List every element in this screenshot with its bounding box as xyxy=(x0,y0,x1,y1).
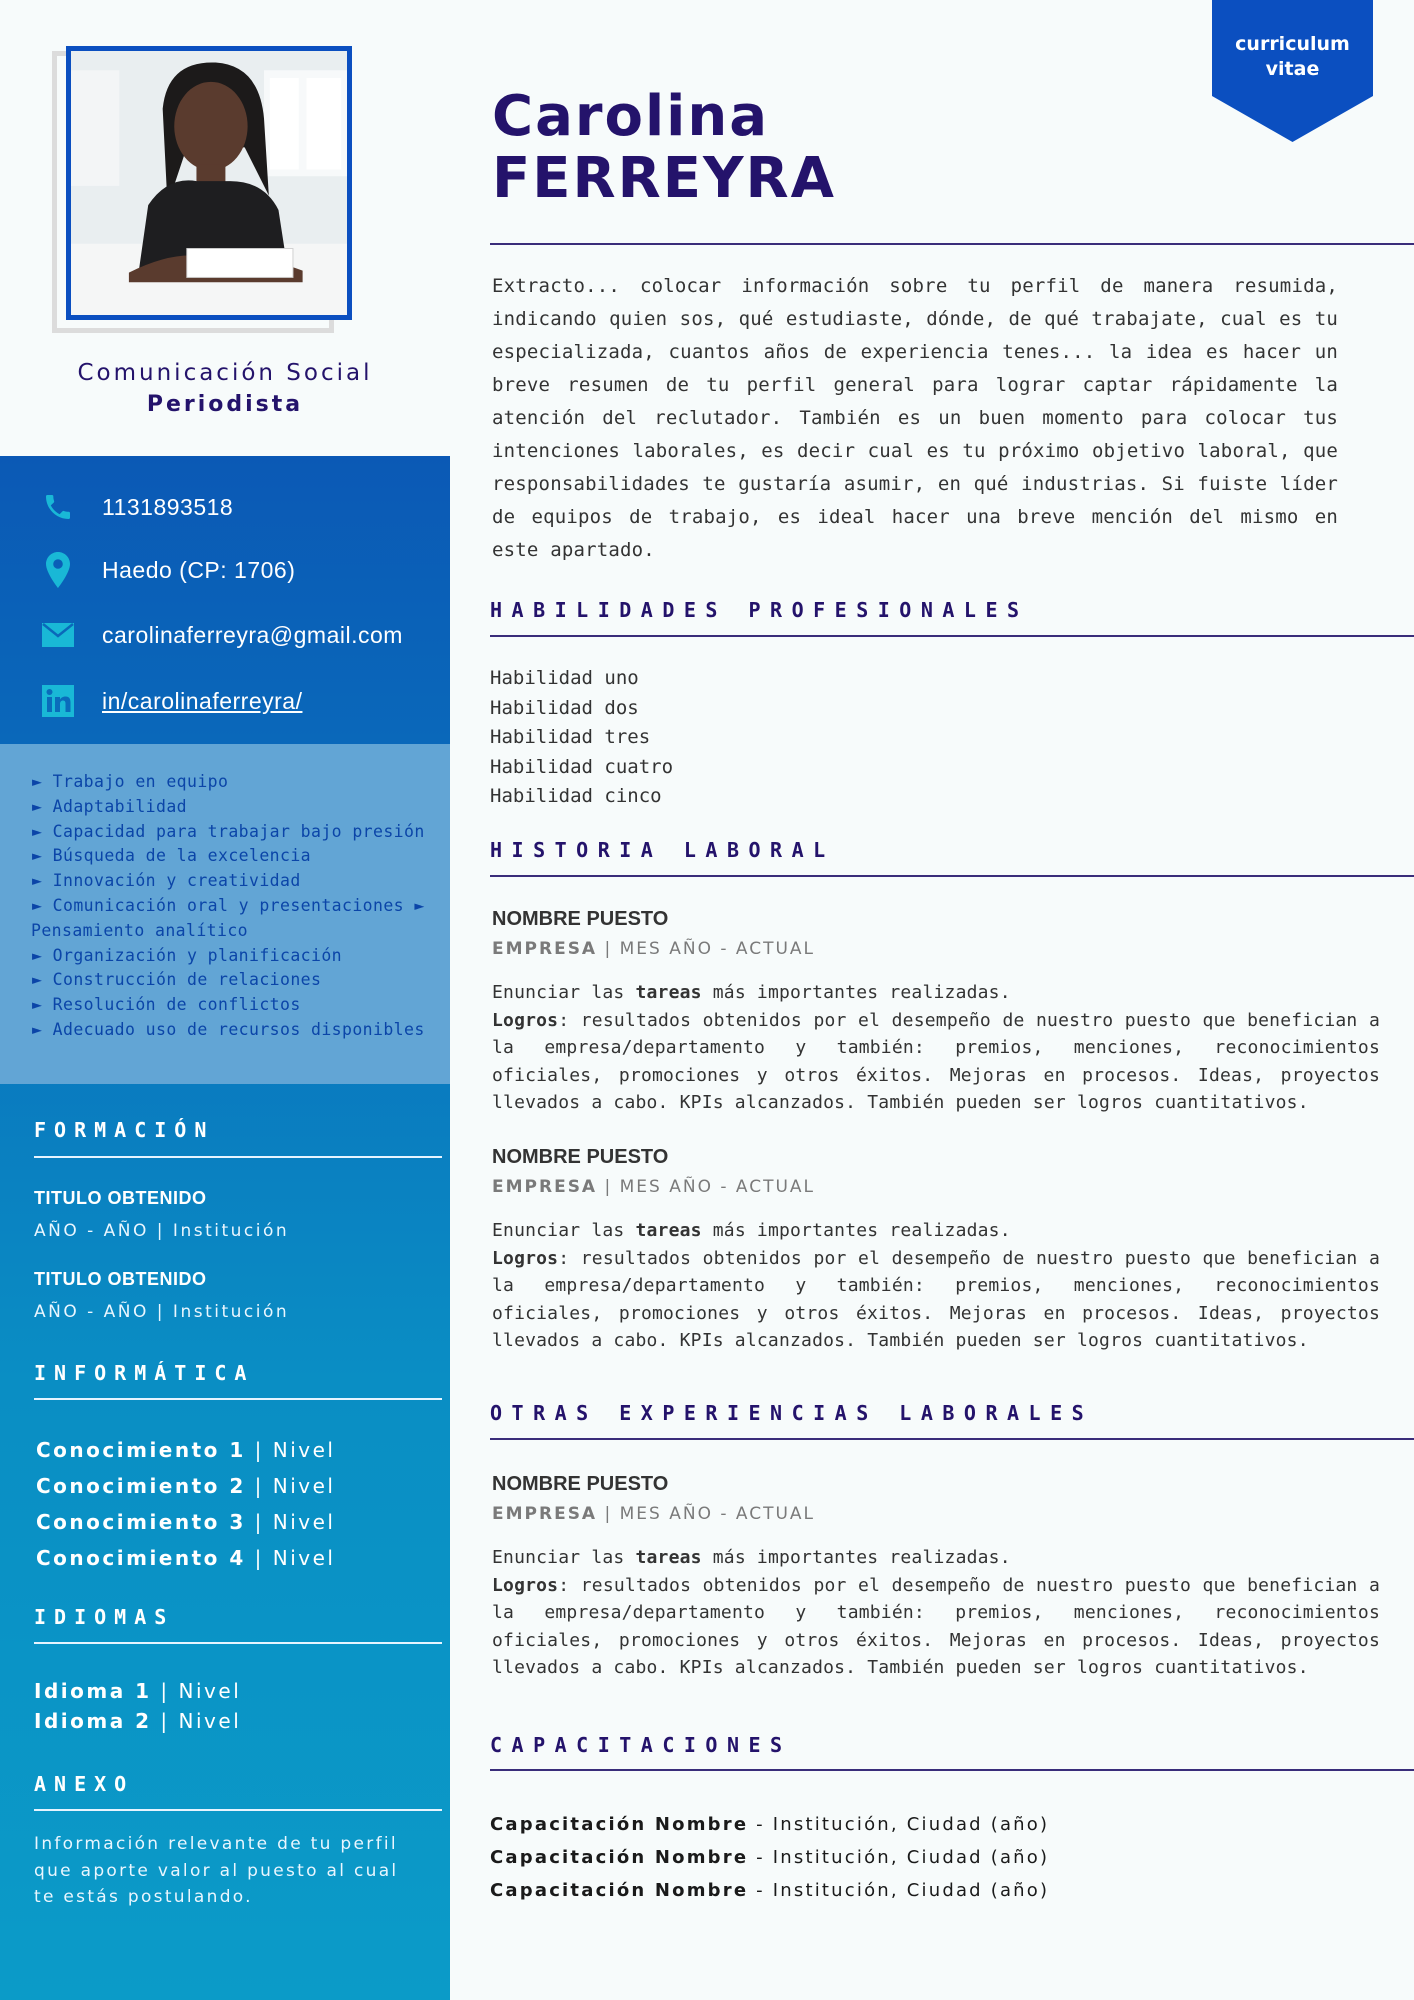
job-description: Enunciar las tareas más importantes realizadas. Logros: resultados obtenidos por el desempeño de nuestro puesto que benefician a la empresa/departamento y también: premios, menciones, reconocimientos oficiales, promociones y otros éxitos. Mejoras en procesos. Ideas, proyectos llevados a cabo. KPIs alcanzados. También pueden ser logros cuantitativos. xyxy=(492,982,1380,1113)
informatica-item: Conocimiento 3 | Nivel xyxy=(36,1510,336,1534)
cv-ribbon xyxy=(1212,0,1373,142)
email-icon xyxy=(40,617,76,653)
list-item: ► Organización y planificación xyxy=(32,945,343,965)
divider xyxy=(490,1769,1414,1771)
divider xyxy=(490,243,1414,245)
idioma-item: Idioma 1 | Nivel xyxy=(34,1679,242,1703)
informatica-heading: INFORMÁTICA xyxy=(34,1361,255,1385)
job-description: Enunciar las tareas más importantes realizadas. Logros: resultados obtenidos por el desempeño de nuestro puesto que benefician a la empresa/departamento y también: premios, menciones, reconocimientos oficiales, promociones y otros éxitos. Mejoras en procesos. Ideas, proyectos llevados a cabo. KPIs alcanzados. También pueden ser logros cuantitativos. xyxy=(492,1220,1380,1351)
job-entry xyxy=(492,1473,1380,1682)
capacitaciones-heading: CAPACITACIONES xyxy=(490,1733,792,1757)
profile-photo xyxy=(66,46,352,320)
list-item: Habilidad tres xyxy=(490,726,651,748)
contact-location xyxy=(40,552,295,588)
list-item: ► Capacidad para trabajar bajo presión xyxy=(32,821,425,841)
list-item: ► Trabajo en equipo xyxy=(32,772,229,791)
location-pin-icon xyxy=(40,552,76,588)
list-item: ► Construcción de relaciones xyxy=(32,970,322,990)
cv-ribbon-label: curriculum vitae xyxy=(1235,33,1350,80)
list-item: ► Adaptabilidad xyxy=(32,796,188,816)
formacion-sub-1: AÑO - AÑO | Institución xyxy=(34,1221,290,1241)
list-item: Habilidad uno xyxy=(490,667,639,689)
job-entry xyxy=(492,908,1380,1117)
last-name: FERREYRA xyxy=(492,146,837,211)
profession-field: Comunicación Social xyxy=(77,360,373,386)
professional-skills-list xyxy=(490,664,673,812)
job-title: NOMBRE PUESTO xyxy=(492,908,669,930)
job-description: Enunciar las tareas más importantes realizadas. Logros: resultados obtenidos por el desempeño de nuestro puesto que benefician a la empresa/departamento y también: premios, menciones, reconocimientos oficiales, promociones y otros éxitos. Mejoras en procesos. Ideas, proyectos llevados a cabo. KPIs alcanzados. También pueden ser logros cuantitativos. xyxy=(492,1547,1380,1678)
soft-skills-list xyxy=(0,744,450,1043)
list-item: ► Innovación y creatividad xyxy=(32,871,301,891)
person-photo-icon xyxy=(71,51,347,315)
candidate-name xyxy=(492,86,836,210)
job-entry xyxy=(492,1146,1380,1355)
linkedin-icon xyxy=(40,683,76,719)
soft-skills-box xyxy=(0,744,450,1084)
divider xyxy=(490,1438,1414,1440)
location-text: Haedo (CP: 1706) xyxy=(102,556,296,583)
job-company: EMPRESA | MES AÑO - ACTUAL xyxy=(492,1504,816,1524)
list-item: ► Adecuado uso de recursos disponibles xyxy=(32,1019,425,1039)
job-company: EMPRESA | MES AÑO - ACTUAL xyxy=(492,1177,816,1197)
informatica-item: Conocimiento 4 | Nivel xyxy=(36,1546,336,1570)
phone-number: 1131893518 xyxy=(102,493,234,520)
divider xyxy=(490,635,1414,637)
formacion-sub-2: AÑO - AÑO | Institución xyxy=(34,1302,290,1322)
formacion-title-2: TITULO OBTENIDO xyxy=(34,1269,207,1289)
divider xyxy=(34,1642,442,1644)
habilidades-heading: HABILIDADES PROFESIONALES xyxy=(490,598,1029,622)
list-item: Capacitación Nombre - Institución, Ciudad (año) xyxy=(490,1814,1050,1835)
divider xyxy=(34,1398,442,1400)
contact-phone xyxy=(40,489,233,525)
list-item: Habilidad dos xyxy=(490,696,639,719)
job-title: NOMBRE PUESTO xyxy=(492,1146,669,1168)
list-item: Capacitación Nombre - Institución, Ciudad (año) xyxy=(490,1880,1050,1901)
idiomas-heading: IDIOMAS xyxy=(34,1605,175,1629)
formacion-heading: FORMACIÓN xyxy=(34,1118,215,1142)
capacitaciones-list xyxy=(490,1808,1049,1907)
list-item: ► Búsqueda de la excelencia xyxy=(32,846,312,866)
contact-linkedin xyxy=(40,683,302,719)
list-item: ► Comunicación oral y presentaciones ► xyxy=(32,895,425,915)
list-item: Capacitación Nombre - Institución, Ciudad (año) xyxy=(490,1847,1050,1868)
informatica-item: Conocimiento 2 | Nivel xyxy=(36,1474,336,1498)
email-link[interactable]: carolinaferreyra@gmail.com xyxy=(102,621,403,648)
job-company: EMPRESA | MES AÑO - ACTUAL xyxy=(492,939,816,959)
anexo-text: Información relevante de tu perfil que aporte valor al puesto al cual te estás postulando. xyxy=(34,1834,399,1907)
profession-role: Periodista xyxy=(146,392,304,417)
divider xyxy=(34,1156,442,1158)
divider xyxy=(34,1809,442,1811)
formacion-title-1: TITULO OBTENIDO xyxy=(34,1188,207,1208)
list-item: Habilidad cinco xyxy=(490,785,662,807)
otras-heading: OTRAS EXPERIENCIAS LABORALES xyxy=(490,1401,1094,1425)
first-name: Carolina xyxy=(492,84,770,149)
profile-summary: Extracto... colocar información sobre tu perfil de manera resumida, indicando quien sos, qué estudiaste, dónde, de qué trabajate, cual es tu especializada, cuantos años de experiencia tenes... la idea es hacer un breve resumen de tu perfil general para lograr captar rápidamente la atención del reclutador. También es un buen momento para colocar tus intenciones laborales, es decir cual es tu próximo objetivo laboral, que responsabilidades te gustaría asumir, en qué industrias. Si fuiste líder de equipos de trabajo, es ideal hacer una breve mención del mismo en este apartado. xyxy=(492,275,1338,561)
phone-icon xyxy=(40,489,76,525)
anexo-heading: ANEXO xyxy=(34,1772,135,1796)
contact-email xyxy=(40,617,403,653)
linkedin-link[interactable]: in/carolinaferreyra/ xyxy=(102,687,303,714)
list-item: ► Resolución de conflictos xyxy=(32,995,301,1015)
historia-heading: HISTORIA LABORAL xyxy=(490,838,835,862)
divider xyxy=(490,875,1414,877)
job-title: NOMBRE PUESTO xyxy=(492,1473,669,1495)
profession-block xyxy=(0,360,450,417)
idioma-item: Idioma 2 | Nivel xyxy=(34,1709,242,1733)
list-item: Pensamiento analítico xyxy=(31,920,249,940)
informatica-item: Conocimiento 1 | Nivel xyxy=(36,1438,336,1462)
list-item: Habilidad cuatro xyxy=(490,755,674,778)
